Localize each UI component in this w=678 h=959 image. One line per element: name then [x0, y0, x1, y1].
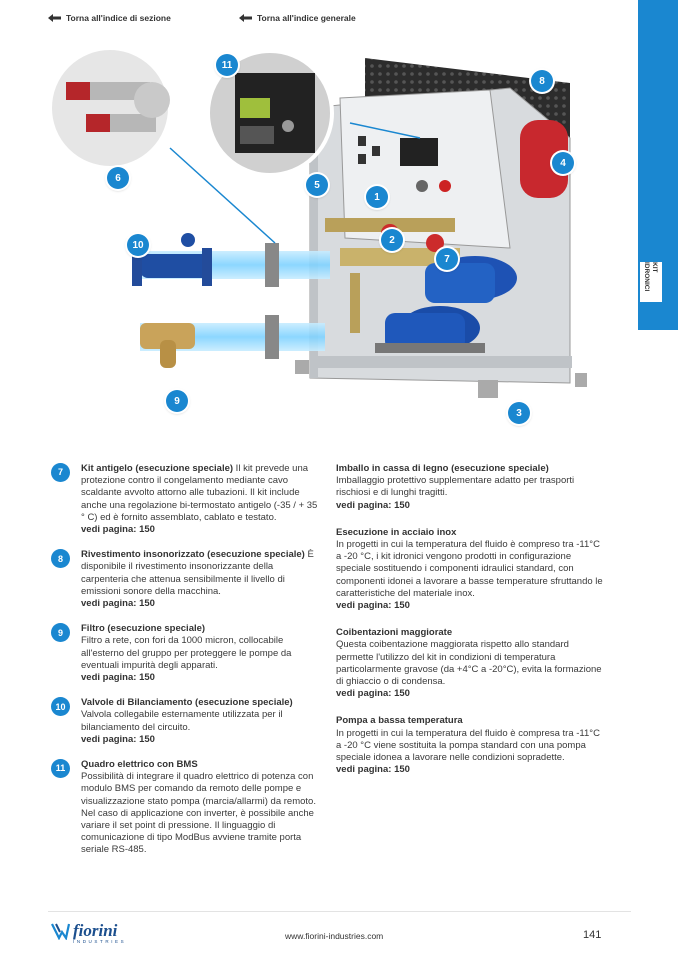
- callout-badge: 11: [216, 54, 238, 76]
- page-reference-link[interactable]: vedi pagina: 150: [81, 524, 155, 536]
- item-text: Il kit prevede una protezione contro il congelamento mediante cavo scaldante avvolto attorno alle tubazioni. Il kit include anche una regolazione bi-termostato antigelo (-35 / + 35 ° C) ed è fornito assemblato, cablato e testato.: [81, 463, 318, 523]
- side-tab-line1: KIT: [651, 262, 658, 273]
- callout-badge: 9: [166, 390, 188, 412]
- fiorini-logo[interactable]: [50, 921, 127, 944]
- item-text: Valvola collegabile esternamente utilizzata per il bilanciamento del circuito.: [81, 709, 283, 733]
- page-reference-link[interactable]: vedi pagina: 150: [81, 733, 155, 745]
- item-balancing-valves: [51, 697, 320, 746]
- item-title: Valvole di Bilanciamento (esecuzione speciale): [81, 697, 293, 709]
- item-wooden-crate: [336, 463, 607, 512]
- callout-badge: 1: [366, 186, 388, 208]
- item-title: Esecuzione in acciaio inox: [336, 526, 457, 538]
- item-soundproof-cladding: [51, 549, 320, 610]
- arrow-left-icon: [48, 14, 62, 22]
- item-text: Imballaggio protettivo supplementare adatto per trasporti rischiosi e di lunghi tragitti.: [336, 475, 575, 499]
- item-text: È disponibile il rivestimento insonorizzante della carpenteria che attenua sensibilmente il livello di emissioni sonore della macchina.: [81, 549, 314, 597]
- item-text: In progetti in cui la temperatura del fluido è compreso tra -11°C a -20 °C, i kit idronici vengono prodotti in configurazione speciale sostituendo i componenti idraulici standard, con componenti idonei a lavorare a basse temperature sfruttando le caratteristiche del materiale inox.: [336, 539, 603, 599]
- callout-badge: 10: [127, 234, 149, 256]
- callout-badge: 8: [531, 70, 553, 92]
- general-index-label: Torna all'indice generale: [257, 13, 356, 23]
- item-text: Questa coibentazione maggiorata rispetto allo standard permette l'utilizzo del kit in condizioni di temperatura particolarmente gravose (da +4°C a -20°C), evita la formazione di ghiaccio o di condensa.: [336, 639, 602, 688]
- logo-text: fiorini: [73, 921, 118, 940]
- item-text: Possibilità di integrare il quadro elettrico di potenza con modulo BMS per comando da remoto delle pompe e visualizzazione stato pompa (marcia/allarmi) da remoto. Nel caso di applicazione con inverter, è possibile anche variare il set point di pressione. Il linguaggio di comunicazione di tipo ModBus avviene tramite porta seriale RS-485.: [81, 771, 316, 856]
- item-number-badge: 7: [51, 463, 70, 482]
- item-title: Rivestimento insonorizzato (esecuzione speciale): [81, 549, 305, 561]
- item-filter: [51, 623, 320, 684]
- item-antifreeze-kit: [51, 463, 320, 536]
- hydronic-kit-illustration: [40, 38, 600, 438]
- item-number-badge: 10: [51, 697, 70, 716]
- side-tab-label: [640, 262, 662, 302]
- logo-mark-icon: [50, 922, 70, 940]
- page-reference-link[interactable]: vedi pagina: 150: [81, 672, 155, 684]
- item-title: Coibentazioni maggiorate: [336, 627, 453, 639]
- item-title: Filtro (esecuzione speciale): [81, 623, 206, 635]
- arrow-left-icon: [239, 14, 253, 22]
- item-low-temp-pump: [336, 715, 607, 776]
- callout-badge: 6: [107, 167, 129, 189]
- item-bms-panel: [51, 759, 320, 857]
- page-reference-link[interactable]: vedi pagina: 150: [336, 499, 410, 511]
- back-to-general-index-link[interactable]: [239, 13, 356, 23]
- page-reference-link[interactable]: vedi pagina: 150: [336, 764, 410, 776]
- item-text: Filtro a rete, con fori da 1000 micron, collocabile all'esterno del gruppo per proteggere le pompe da eventuali impurità degli apparati.: [81, 635, 292, 671]
- page-reference-link[interactable]: vedi pagina: 150: [336, 688, 410, 700]
- item-number-badge: 8: [51, 549, 70, 568]
- callout-badge: 3: [508, 402, 530, 424]
- footer-divider: [48, 911, 631, 912]
- side-tab-line2: IDRONICI: [643, 262, 650, 292]
- item-title: Imballo in cassa di legno (esecuzione speciale): [336, 463, 549, 474]
- item-title: Kit antigelo (esecuzione speciale): [81, 463, 234, 474]
- logo-subtext: INDUSTRIES: [73, 939, 127, 944]
- page-reference-link[interactable]: vedi pagina: 150: [81, 598, 155, 610]
- item-stainless-steel: [336, 527, 607, 612]
- page-number: 141: [583, 929, 602, 941]
- callout-badge: 5: [306, 174, 328, 196]
- website-link[interactable]: www.fiorini-industries.com: [285, 931, 384, 941]
- back-to-section-index-link[interactable]: [48, 13, 171, 23]
- balancing-valve: [140, 254, 210, 278]
- callout-badge: 7: [436, 248, 458, 270]
- right-column: [336, 463, 607, 791]
- item-text: In progetti in cui la temperatura del fluido è compresa tra -11°C a -20 °C viene sostituita la pompa standard con una pompa speciale idonea a lavorare nelle condizioni sopradette.: [336, 727, 600, 764]
- page-reference-link[interactable]: vedi pagina: 150: [336, 600, 410, 612]
- item-number-badge: 11: [51, 759, 70, 778]
- item-enhanced-insulation: [336, 627, 607, 700]
- item-title: Pompa a bassa temperatura: [336, 715, 463, 727]
- section-index-label: Torna all'indice di sezione: [66, 13, 171, 23]
- item-number-badge: 9: [51, 623, 70, 642]
- left-column: [51, 463, 320, 870]
- callout-badge: 4: [552, 152, 574, 174]
- item-title: Quadro elettrico con BMS: [81, 759, 198, 771]
- callout-badge: 2: [381, 229, 403, 251]
